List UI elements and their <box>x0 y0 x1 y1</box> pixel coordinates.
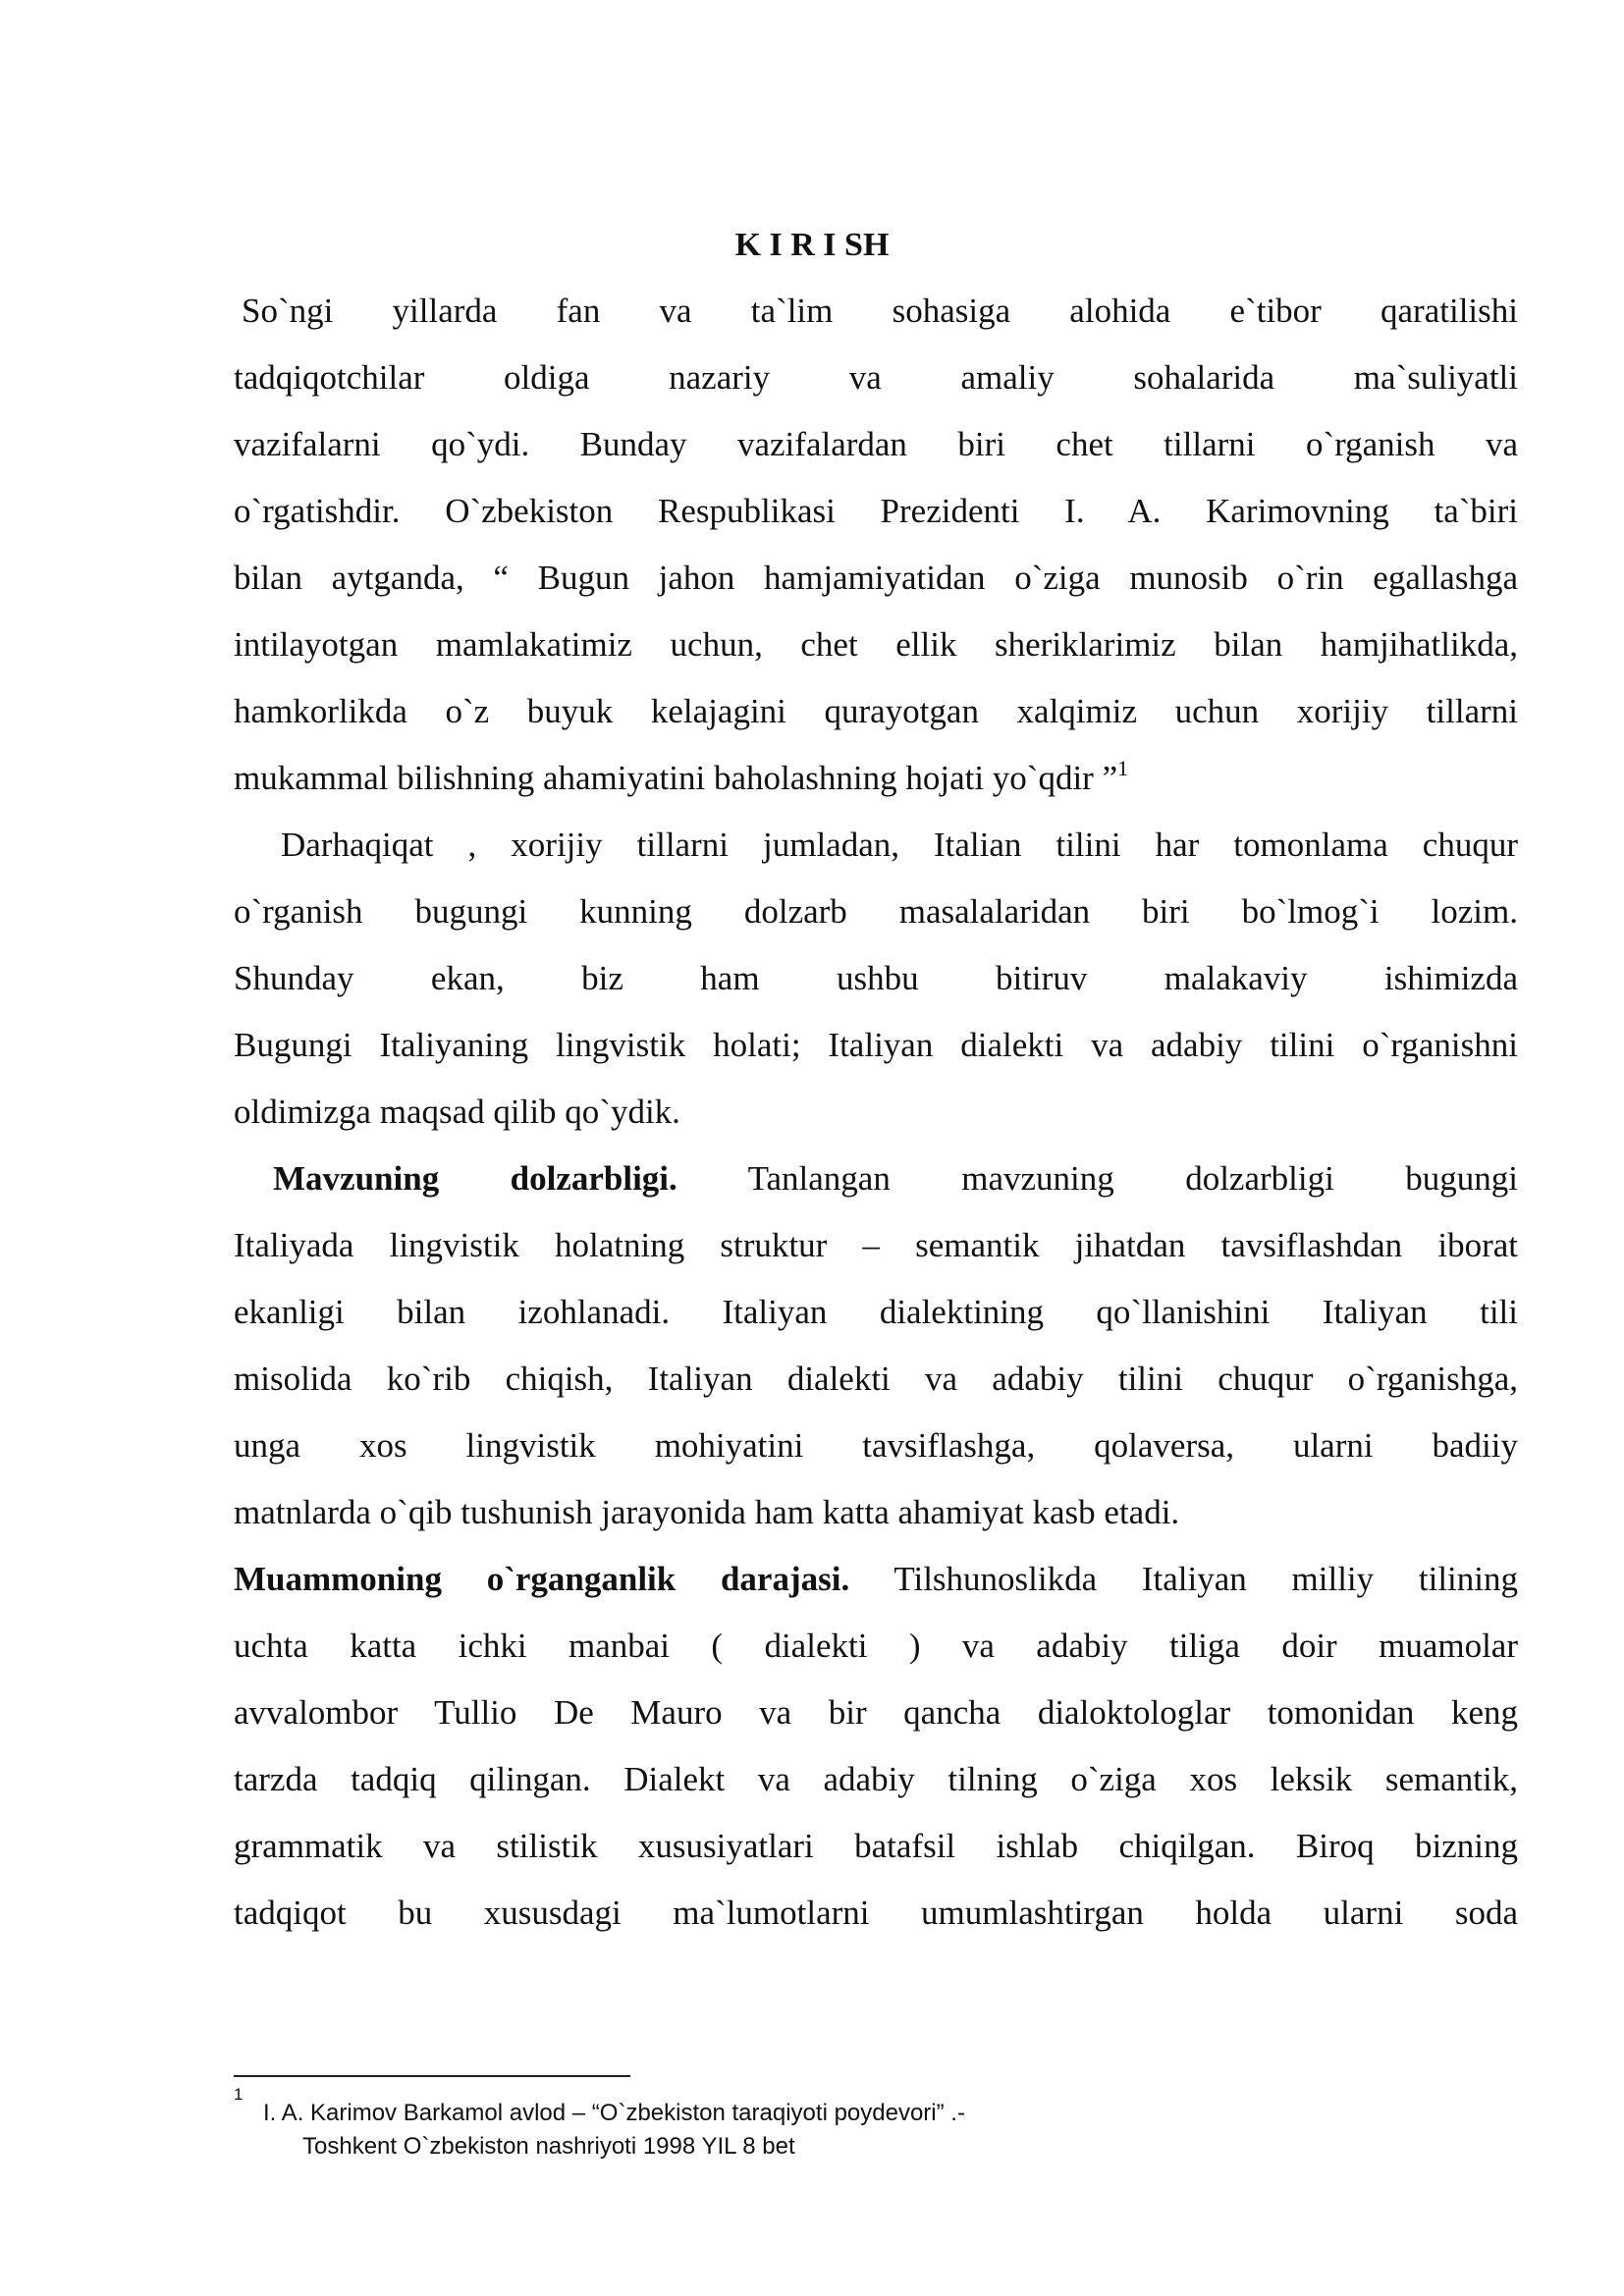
text-line-6: intilayotgan mamlakatimiz uchun, chet ellik sheriklarimiz bilan hamjihatlikda, <box>234 625 1518 664</box>
text-line-21: uchta katta ichki manbai ( dialekti ) va adabiy tiliga doir muamolar <box>234 1627 1518 1665</box>
text-line-9: Darhaqiqat , xorijiy tillarni jumladan, Italian tilini har tomonlama chuqur <box>281 826 1518 864</box>
text-line-7: hamkorlikda o`z buyuk kelajagini qurayotgan xalqimiz uchun xorijiy tillarni <box>234 692 1518 730</box>
page-title: K I R I SH <box>734 227 890 263</box>
text-line-20 <box>234 1546 1518 1613</box>
text-line-20-content: Tilshunoslikda Italiyan milliy tilining <box>893 1560 1518 1598</box>
text-line-8 <box>234 745 1518 812</box>
text-line-18: unga xos lingvistik mohiyatini tavsiflashga, qolaversa, ularni badiiy <box>234 1426 1518 1465</box>
heading-relevance: Mavzuning dolzarbligi. <box>273 1159 677 1198</box>
text-line-15: Italiyada lingvistik holatning struktur – semantik jihatdan tavsiflashdan iborat <box>234 1226 1518 1264</box>
text-line-5: bilan aytganda, “ Bugun jahon hamjamiyatidan o`ziga munosib o`rin egallashga <box>234 559 1518 597</box>
text-line-13: oldimizga maqsad qilib qo`ydik. <box>234 1093 680 1131</box>
text-line-1: So`ngi yillarda fan va ta`lim sohasiga alohida e`tibor qaratilishi <box>242 292 1518 330</box>
text-line-14 <box>273 1146 1518 1212</box>
text-line-10: o`rganish bugungi kunning dolzarb masalalaridan biri bo`lmog`i lozim. <box>234 892 1518 931</box>
footnote-separator <box>234 2075 630 2077</box>
text-line-2: tadqiqotchilar oldiga nazariy va amaliy sohalarida ma`suliyatli <box>234 358 1518 397</box>
text-line-8-content: mukammal bilishning ahamiyatini baholashning hojati yo`qdir ” <box>234 759 1118 797</box>
text-line-25: tadqiqot bu xususdagi ma`lumotlarni umumlashtirgan holda ularni soda <box>234 1894 1518 1932</box>
heading-study-degree: Muammoning o`rganganlik darajasi. <box>234 1560 850 1598</box>
text-line-22: avvalombor Tullio De Mauro va bir qancha dialoktologlar tomonidan keng <box>234 1693 1518 1732</box>
text-line-17: misolida ko`rib chiqish, Italiyan dialekti va adabiy tilini chuqur o`rganishga, <box>234 1360 1518 1398</box>
text-line-19: matnlarda o`qib tushunish jarayonida ham katta ahamiyat kasb etadi. <box>234 1493 1180 1531</box>
footnote-reference[interactable]: 1 <box>1117 756 1129 780</box>
text-line-4: o`rgatishdir. O`zbekiston Respublikasi Prezidenti I. A. Karimovning ta`biri <box>234 492 1518 530</box>
text-line-23: tarzda tadqiq qilingan. Dialekt va adabiy tilning o`ziga xos leksik semantik, <box>234 1760 1518 1798</box>
text-line-24: grammatik va stilistik xususiyatlari batafsil ishlab chiqilgan. Biroq bizning <box>234 1827 1518 1865</box>
text-line-14-content: Tanlangan mavzuning dolzarbligi bugungi <box>747 1159 1518 1198</box>
text-line-12: Bugungi Italiyaning lingvistik holati; Italiyan dialekti va adabiy tilini o`rganishni <box>234 1026 1518 1064</box>
text-line-3: vazifalarni qo`ydi. Bunday vazifalardan biri chet tillarni o`rganish va <box>234 425 1518 463</box>
text-line-11: Shunday ekan, biz ham ushbu bitiruv malakaviy ishimizda <box>234 959 1518 997</box>
footnote-line-2: Toshkent O`zbekiston nashriyoti 1998 YIL 8 bet <box>302 2133 795 2160</box>
text-line-16: ekanligi bilan izohlanadi. Italiyan dialektining qo`llanishini Italiyan tili <box>234 1293 1518 1331</box>
footnote-line-1: I. A. Karimov Barkamol avlod – “O`zbekiston taraqiyoti poydevori” .- <box>263 2100 965 2126</box>
footnote-marker: 1 <box>234 2085 244 2104</box>
